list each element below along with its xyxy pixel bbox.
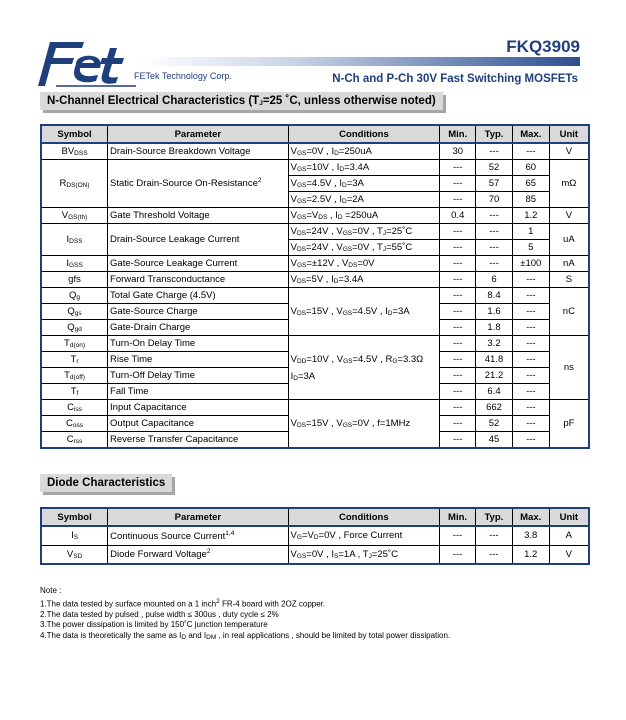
unit-cell: V: [549, 208, 589, 224]
company-name: FETek Technology Corp.: [134, 71, 232, 81]
max-cell: 65: [512, 176, 549, 192]
max-cell: 1.2: [512, 208, 549, 224]
typ-cell: 8.4: [476, 288, 513, 304]
conditions-cell: $V_{DD}=10V$ , $V_{GS}=4.5V$ , $R_G=3.3\Omega$ $I_D=3A$: [288, 336, 440, 400]
table-row: [41, 336, 589, 352]
symbol-cell: $BV_{DSS}$: [41, 143, 108, 160]
typ-cell: 3.2: [476, 336, 513, 352]
max-cell: ---: [512, 432, 549, 449]
typ-cell: 45: [476, 432, 513, 449]
min-cell: ---: [440, 272, 476, 288]
typ-cell: 41.8: [476, 352, 513, 368]
column-header: Typ.: [476, 125, 513, 143]
conditions-cell: $V_{DS}=24V$ , $V_{GS}=0V$ , $T_J=55˚C$: [288, 240, 440, 256]
max-cell: ---: [512, 272, 549, 288]
min-cell: ---: [440, 416, 476, 432]
parameter-cell: Turn-Off Delay Time: [108, 368, 289, 384]
symbol-cell: $C_{iss}$: [41, 400, 108, 416]
typ-cell: ---: [475, 526, 512, 545]
page-header: [0, 0, 626, 95]
conditions-cell: $V_{GS}=4.5V$ , $I_D=3A$: [288, 176, 440, 192]
typ-cell: 70: [476, 192, 513, 208]
parameter-cell: Gate Threshold Voltage: [108, 208, 289, 224]
typ-cell: 52: [476, 416, 513, 432]
unit-cell: uA: [549, 224, 589, 256]
unit-cell: ns: [549, 336, 589, 400]
typ-cell: ---: [476, 143, 513, 160]
parameter-cell: Total Gate Charge (4.5V): [108, 288, 289, 304]
table-header-row: [41, 125, 589, 143]
symbol-cell: $C_{rss}$: [41, 432, 108, 449]
nchannel-table: [40, 124, 590, 449]
min-cell: ---: [440, 336, 476, 352]
note-3: 3.The power dissipation is limited by 150˚C junction temperature: [40, 620, 268, 630]
typ-cell: 6.4: [476, 384, 513, 400]
unit-cell: pF: [549, 400, 589, 449]
min-cell: ---: [440, 160, 476, 176]
parameter-cell: Static Drain-Source On-Resistance$^2$: [108, 160, 289, 208]
table-row: [41, 288, 589, 304]
symbol-cell: $Q_{gd}$: [41, 320, 108, 336]
parameter-cell: Forward Transconductance: [108, 272, 289, 288]
max-cell: ---: [512, 352, 549, 368]
parameter-cell: Gate-Drain Charge: [108, 320, 289, 336]
unit-cell: nA: [549, 256, 589, 272]
conditions-cell: $V_{DS}=24V$ , $V_{GS}=0V$ , $T_J=25˚C$: [288, 224, 440, 240]
typ-cell: ---: [476, 208, 513, 224]
symbol-cell: $T_{d(off)}$: [41, 368, 108, 384]
column-header: Parameter: [108, 125, 289, 143]
min-cell: ---: [440, 192, 476, 208]
symbol-cell: $I_{GSS}$: [41, 256, 108, 272]
column-header: Symbol: [41, 508, 108, 526]
max-cell: ---: [512, 416, 549, 432]
note-4: 4.The data is theoretically the same as $I_D$ and $I_{DM}$ , in real applications , should be limited by total power dissipation.: [40, 630, 451, 641]
unit-cell: V: [549, 143, 589, 160]
conditions-cell: $V_{GS}=10V$ , $I_D=3.4A$: [288, 160, 440, 176]
min-cell: ---: [440, 384, 476, 400]
symbol-cell: $T_{d(on)}$: [41, 336, 108, 352]
column-header: Unit: [549, 125, 589, 143]
parameter-cell: Gate-Source Charge: [108, 304, 289, 320]
max-cell: 1.2: [512, 545, 549, 564]
min-cell: ---: [440, 288, 476, 304]
unit-cell: V: [549, 545, 589, 564]
parameter-cell: Diode Forward Voltage$^2$: [108, 545, 288, 564]
fetek-logo: [36, 38, 136, 90]
typ-cell: 57: [476, 176, 513, 192]
table-row: [41, 143, 589, 160]
document-subtitle: N-Ch and P-Ch 30V Fast Switching MOSFETs: [332, 73, 578, 85]
column-header: Conditions: [288, 508, 440, 526]
notes: [40, 586, 450, 643]
conditions-cell: $V_{GS}=2.5V$ , $I_D=2A$: [288, 192, 440, 208]
min-cell: ---: [440, 368, 476, 384]
min-cell: ---: [440, 432, 476, 449]
symbol-cell: $Q_{gs}$: [41, 304, 108, 320]
max-cell: ---: [512, 368, 549, 384]
min-cell: ---: [440, 545, 476, 564]
parameter-cell: Drain-Source Breakdown Voltage: [108, 143, 289, 160]
table-row: [41, 224, 589, 240]
column-header: Min.: [440, 125, 476, 143]
symbol-cell: $C_{oss}$: [41, 416, 108, 432]
symbol-cell: $T_r$: [41, 352, 108, 368]
max-cell: ---: [512, 400, 549, 416]
parameter-cell: Input Capacitance: [108, 400, 289, 416]
typ-cell: 662: [476, 400, 513, 416]
table-row: [41, 160, 589, 176]
table-row: [41, 256, 589, 272]
typ-cell: ---: [476, 240, 513, 256]
max-cell: 1: [512, 224, 549, 240]
max-cell: ---: [512, 304, 549, 320]
column-header: Min.: [440, 508, 476, 526]
symbol-cell: $Q_g$: [41, 288, 108, 304]
max-cell: ---: [512, 288, 549, 304]
max-cell: ---: [512, 320, 549, 336]
typ-cell: 21.2: [476, 368, 513, 384]
max-cell: ---: [512, 336, 549, 352]
parameter-cell: Gate-Source Leakage Current: [108, 256, 289, 272]
table-row: [41, 400, 589, 416]
conditions-cell: $V_{GS}=\pm 12V$ , $V_{DS}=0V$: [288, 256, 440, 272]
parameter-cell: Fall Time: [108, 384, 289, 400]
conditions-cell: $V_{GS}=V_{DS}$ , $I_D =250uA$: [288, 208, 440, 224]
parameter-cell: Continuous Source Current$^{1,4}$: [108, 526, 288, 545]
symbol-cell: $R_{DS(ON)}$: [41, 160, 108, 208]
diode-table: [40, 507, 590, 565]
conditions-cell: $V_{GS}=0V$ , $I_D=250uA$: [288, 143, 440, 160]
table-row: [41, 272, 589, 288]
min-cell: ---: [440, 400, 476, 416]
min-cell: ---: [440, 526, 476, 545]
max-cell: ---: [512, 143, 549, 160]
unit-cell: A: [549, 526, 589, 545]
conditions-cell: $V_{DS}=5V$ , $I_D=3.4A$: [288, 272, 440, 288]
column-header: Max.: [512, 125, 549, 143]
parameter-cell: Drain-Source Leakage Current: [108, 224, 289, 256]
table-header-row: [41, 508, 589, 526]
unit-cell: S: [549, 272, 589, 288]
table-row: [41, 208, 589, 224]
parameter-cell: Reverse Transfer Capacitance: [108, 432, 289, 449]
part-number: FKQ3909: [506, 37, 580, 56]
table-row: [41, 526, 589, 545]
header-bar: [140, 57, 580, 66]
conditions-cell: $V_{DS}=15V$ , $V_{GS}=0V$ , f=1MHz: [288, 400, 440, 449]
column-header: Parameter: [108, 508, 288, 526]
parameter-cell: Turn-On Delay Time: [108, 336, 289, 352]
min-cell: 0.4: [440, 208, 476, 224]
typ-cell: ---: [476, 224, 513, 240]
note-2: 2.The data tested by pulsed , pulse width ≤ 300us , duty cycle ≤ 2%: [40, 609, 279, 619]
min-cell: ---: [440, 224, 476, 240]
max-cell: 60: [512, 160, 549, 176]
symbol-cell: gfs: [41, 272, 108, 288]
typ-cell: ---: [475, 545, 512, 564]
symbol-cell: $I_{DSS}$: [41, 224, 108, 256]
min-cell: 30: [440, 143, 476, 160]
symbol-cell: $T_f$: [41, 384, 108, 400]
typ-cell: 1.8: [476, 320, 513, 336]
unit-cell: nC: [549, 288, 589, 336]
min-cell: ---: [440, 176, 476, 192]
column-header: Unit: [549, 508, 589, 526]
nchannel-section-title: N-Channel Electrical Characteristics ($T_J=25$ ˚C, unless otherwise noted): [40, 92, 443, 110]
max-cell: 3.8: [512, 526, 549, 545]
min-cell: ---: [440, 320, 476, 336]
min-cell: ---: [440, 240, 476, 256]
column-header: Typ.: [475, 508, 512, 526]
min-cell: ---: [440, 256, 476, 272]
max-cell: ±100: [512, 256, 549, 272]
min-cell: ---: [440, 352, 476, 368]
typ-cell: ---: [476, 256, 513, 272]
max-cell: 85: [512, 192, 549, 208]
note-1: 1.The data tested by surface mounted on a 1 inch$^2$ FR-4 board with 2OZ copper.: [40, 597, 326, 609]
conditions-cell: $V_{DS}=15V$ , $V_{GS}=4.5V$ , $I_D=3A$: [288, 288, 440, 336]
notes-title: Note :: [40, 586, 62, 595]
symbol-cell: $I_S$: [41, 526, 108, 545]
min-cell: ---: [440, 304, 476, 320]
conditions-cell: $V_G=V_D=0V$ , Force Current: [288, 526, 440, 545]
typ-cell: 1.6: [476, 304, 513, 320]
parameter-cell: Output Capacitance: [108, 416, 289, 432]
max-cell: 5: [512, 240, 549, 256]
table-row: [41, 545, 589, 564]
symbol-cell: $V_{SD}$: [41, 545, 108, 564]
column-header: Max.: [512, 508, 549, 526]
parameter-cell: Rise Time: [108, 352, 289, 368]
max-cell: ---: [512, 384, 549, 400]
typ-cell: 6: [476, 272, 513, 288]
column-header: Conditions: [288, 125, 440, 143]
conditions-cell: $V_{GS}=0V$ , $I_S=1A$ , $T_J=25˚C$: [288, 545, 440, 564]
typ-cell: 52: [476, 160, 513, 176]
symbol-cell: $V_{GS(th)}$: [41, 208, 108, 224]
diode-section-title: Diode Characteristics: [40, 474, 172, 492]
unit-cell: mΩ: [549, 160, 589, 208]
column-header: Symbol: [41, 125, 108, 143]
